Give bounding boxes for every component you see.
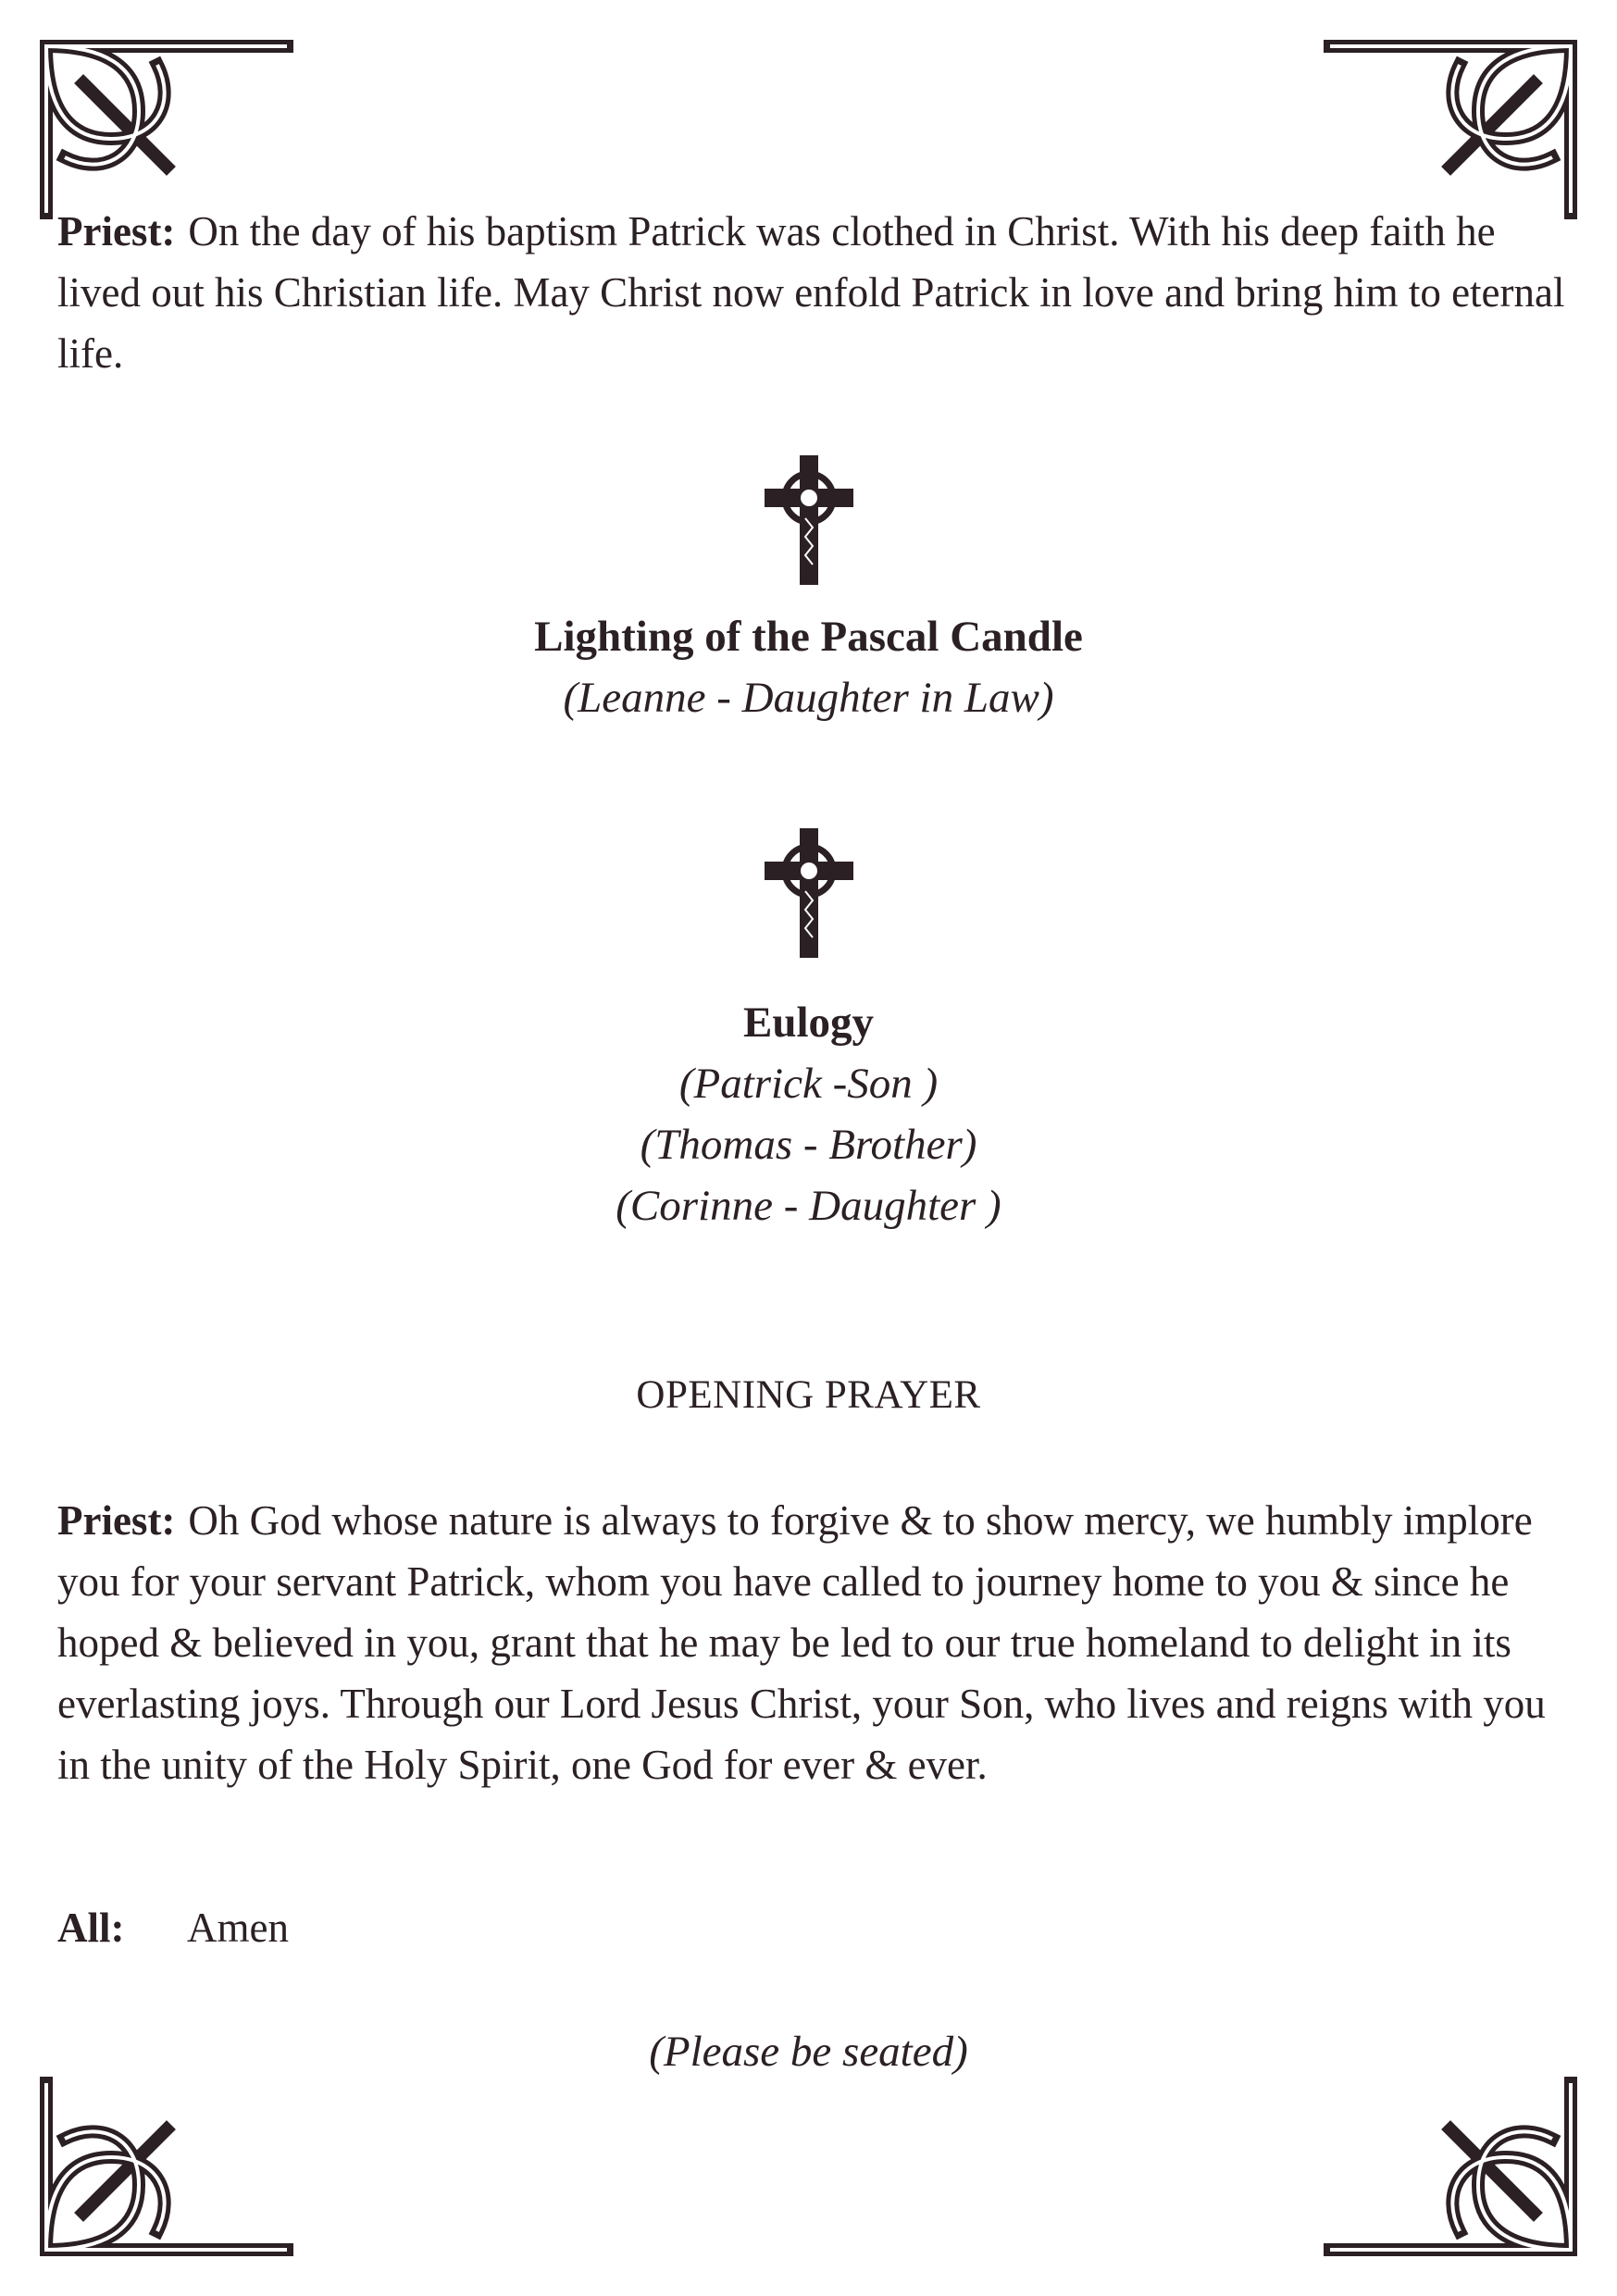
response-text: Amen (187, 1905, 289, 1951)
prayer-speaker-label: Priest: (57, 1497, 176, 1544)
celtic-cross-icon (763, 453, 855, 588)
congregation-response (57, 1897, 289, 1958)
intro-paragraph (57, 201, 1566, 384)
eulogy-speaker: (Thomas - Brother) (640, 1121, 977, 1169)
candle-title: Lighting of the Pascal Candle (534, 613, 1083, 661)
candle-reader: (Leanne - Daughter in Law) (563, 674, 1054, 722)
intro-text: On the day of his baptism Patrick was clothed in Christ. With his deep faith he lived out his Christian life. May Christ now enfold Patrick in love and bring him to eternal life. (57, 208, 1565, 377)
opening-prayer-heading: OPENING PRAYER (636, 1373, 981, 1417)
response-speaker-label: All: (57, 1905, 125, 1951)
celtic-knot-corner-bottom-right-icon (1312, 2055, 1589, 2268)
celtic-knot-corner-bottom-left-icon (28, 2055, 305, 2268)
opening-prayer-paragraph (57, 1490, 1566, 1795)
eulogy-speaker: (Corinne - Daughter ) (616, 1182, 1001, 1230)
eulogy-title: Eulogy (742, 999, 875, 1047)
celtic-cross-icon (763, 826, 855, 961)
candle-section (0, 606, 1617, 728)
seating-instruction: (Please be seated) (649, 2028, 968, 2076)
eulogy-speaker: (Patrick -Son ) (678, 1060, 939, 1108)
eulogy-section (0, 992, 1617, 1236)
intro-speaker-label: Priest: (57, 208, 176, 254)
prayer-text: Oh God whose nature is always to forgive & to show mercy, we humbly implore you for your servant Patrick, whom you have called to journey home to you & since he hoped & believed in you, grant that he may be led to our true homeland to delight in its everlasting joys. Through our Lord Jesus Christ, your Son, who lives and reigns with you in the unity of the Holy Spirit, one God for ever & ever. (57, 1497, 1546, 1788)
